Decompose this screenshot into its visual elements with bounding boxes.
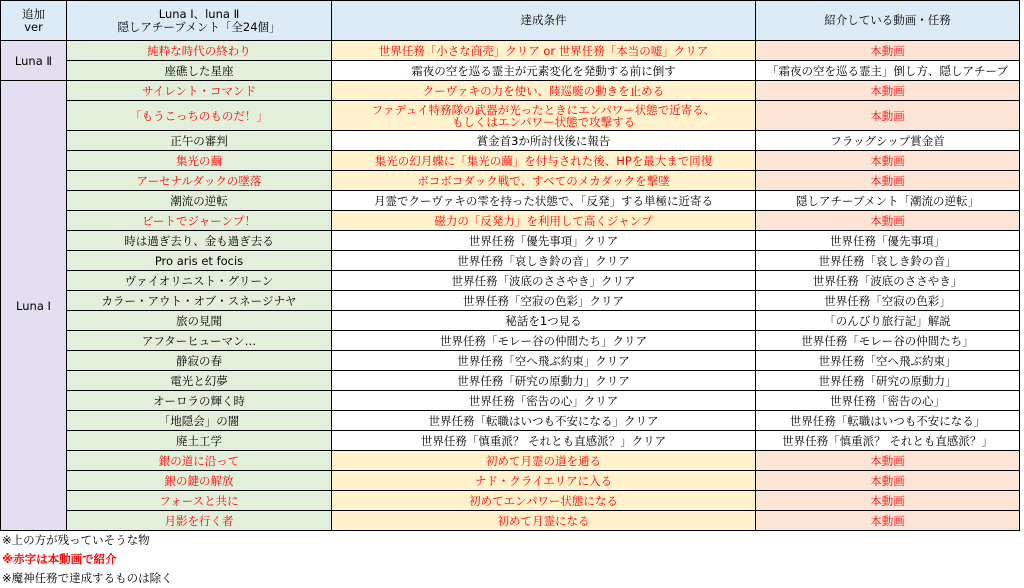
achievement-name: フォースと共に [67,491,332,511]
table-row [1,491,1020,511]
footnote-excluded: ※魔神任務で達成するものは除く [2,571,173,585]
introduction-cell: 本動画 [756,151,1020,171]
header-introduction: 紹介している動画・任務 [756,1,1020,41]
achievement-condition: 月霊でクーヴァキの雫を持った状態で、「反発」する単極に近寄る [332,191,756,211]
table-row [1,371,1020,391]
table-row [1,431,1020,451]
table-row [1,191,1020,211]
achievement-condition: 世界任務「哀しき鈴の音」クリア [332,251,756,271]
achievement-name: アーセナルダックの墜落 [67,171,332,191]
introduction-cell: フラッグシップ賞金首 [756,131,1020,151]
achievement-name: 月影を行く者 [67,511,332,531]
achievement-name: 座礁した星座 [67,61,332,81]
table-row [1,61,1020,81]
achievement-condition: 世界任務「転職はいつも不安になる」クリア [332,411,756,431]
achievement-name: 純粋な時代の終わり [67,41,332,61]
achievement-name: 静寂の春 [67,351,332,371]
achievement-name: カラー・アウト・オブ・スネージナヤ [67,291,332,311]
achievement-name: 時は過ぎ去り、金も過ぎ去る [67,231,332,251]
header-achievement-name: Luna Ⅰ、luna Ⅱ 隠しアチーブメント「全24個」 [67,1,332,41]
header-condition: 達成条件 [332,1,756,41]
achievement-name: ビートでジャーンプ！ [67,211,332,231]
achievement-condition: 初めてエンパワー状態になる [332,491,756,511]
footnote-red-text: ※赤字は本動画で紹介 [2,552,117,566]
table-row [1,291,1020,311]
introduction-cell: 世界任務「慎重派？ それとも直感派？」 [756,431,1020,451]
table-row [1,41,1020,61]
introduction-cell: 世界任務「モレー谷の仲間たち」 [756,331,1020,351]
table-row [1,211,1020,231]
version-cell-luna2: Luna Ⅱ [1,41,67,81]
introduction-cell: 本動画 [756,41,1020,61]
header-row [1,1,1020,41]
introduction-cell: 世界任務「研究の原動力」 [756,371,1020,391]
introduction-cell: 世界任務「哀しき鈴の音」 [756,251,1020,271]
achievement-name: 「もうこっちのものだ！」 [67,101,332,131]
achievement-name: 銀の鍵の解放 [67,471,332,491]
achievement-name: アフターヒューマン… [67,331,332,351]
introduction-cell: 本動画 [756,211,1020,231]
introduction-cell: 本動画 [756,511,1020,531]
achievement-condition: ボコボコダック戦で、すべてのメカダックを撃墜 [332,171,756,191]
achievement-condition: 世界任務「モレー谷の仲間たち」クリア [332,331,756,351]
table-row [1,391,1020,411]
achievement-name: 旅の見聞 [67,311,332,331]
achievement-name: 電光と幻夢 [67,371,332,391]
achievement-condition: ファデュイ特務隊の武器が光ったときにエンパワー状態で近寄る、 もしくはエンパワー状態で攻撃する [332,101,756,131]
introduction-cell: 世界任務「波底のささやき」 [756,271,1020,291]
achievement-name: 廃土工学 [67,431,332,451]
achievement-condition: 世界任務「小さな商売」クリア or 世界任務「本当の嘘」クリア [332,41,756,61]
table-row [1,231,1020,251]
introduction-cell: 世界任務「空寂の色彩」 [756,291,1020,311]
achievement-condition: 初めて月霊の道を通る [332,451,756,471]
achievement-condition: 賞金首3か所討伐後に報告 [332,131,756,151]
achievement-condition: 集光の幻月蝶に「集光の繭」を付与された後、HPを最大まで回復 [332,151,756,171]
introduction-cell: 本動画 [756,491,1020,511]
introduction-cell: 「のんびり旅行記」解説 [756,311,1020,331]
table-row [1,351,1020,371]
table-row [1,171,1020,191]
achievement-condition: 世界任務「密告の心」クリア [332,391,756,411]
introduction-cell: 本動画 [756,81,1020,101]
table-row [1,131,1020,151]
achievement-condition: クーヴァキの力を使い、陸巡艇の動きを止める [332,81,756,101]
achievement-condition: 秘話を1つ見る [332,311,756,331]
introduction-cell: 本動画 [756,171,1020,191]
footnote-remaining: ※上の方が残っていそうな物 [2,533,150,547]
achievement-name: Pro aris et focis [67,251,332,271]
table-row [1,81,1020,101]
achievement-name: ヴァイオリニスト・グリーン [67,271,332,291]
introduction-cell: 本動画 [756,471,1020,491]
introduction-cell: 世界任務「密告の心」 [756,391,1020,411]
table-row [1,451,1020,471]
introduction-cell: 本動画 [756,451,1020,471]
version-cell-luna1: Luna Ⅰ [1,81,67,531]
table-row [1,271,1020,291]
achievement-name: 正午の審判 [67,131,332,151]
achievement-condition: ナド・クライエリアに入る [332,471,756,491]
achievement-name: 銀の道に沿って [67,451,332,471]
achievement-name: 潮流の逆転 [67,191,332,211]
achievement-name: サイレント・コマンド [67,81,332,101]
achievement-condition: 磁力の「反発力」を利用して高くジャンプ [332,211,756,231]
table-row [1,251,1020,271]
introduction-cell: 世界任務「空へ飛ぶ約束」 [756,351,1020,371]
table-row [1,311,1020,331]
achievement-name: オーロラの輝く時 [67,391,332,411]
achievement-condition: 世界任務「空へ飛ぶ約束」クリア [332,351,756,371]
introduction-cell: 世界任務「転職はいつも不安になる」 [756,411,1020,431]
footnotes [2,531,173,588]
achievement-condition: 世界任務「優先事項」クリア [332,231,756,251]
header-version: 追加 ver [1,1,67,41]
achievement-condition: 世界任務「波底のささやき」クリア [332,271,756,291]
introduction-cell: 本動画 [756,101,1020,131]
achievement-name: 集光の繭 [67,151,332,171]
achievement-condition: 世界任務「空寂の色彩」クリア [332,291,756,311]
table-row [1,331,1020,351]
introduction-cell: 隠しアチーブメント「潮流の逆転」 [756,191,1020,211]
table-row [1,471,1020,491]
achievement-condition: 霜夜の空を巡る霊主が元素変化を発動する前に倒す [332,61,756,81]
introduction-cell: 「霜夜の空を巡る霊主」倒し方、隠しアチーブ [756,61,1020,81]
table-row [1,101,1020,131]
achievement-name: 「地隠会」の闇 [67,411,332,431]
achievement-condition: 世界任務「研究の原動力」クリア [332,371,756,391]
introduction-cell: 世界任務「優先事項」 [756,231,1020,251]
table-row [1,151,1020,171]
table-row [1,511,1020,531]
table-row [1,411,1020,431]
achievement-condition: 初めて月霊になる [332,511,756,531]
achievement-condition: 世界任務「慎重派？ それとも直感派？」クリア [332,431,756,451]
